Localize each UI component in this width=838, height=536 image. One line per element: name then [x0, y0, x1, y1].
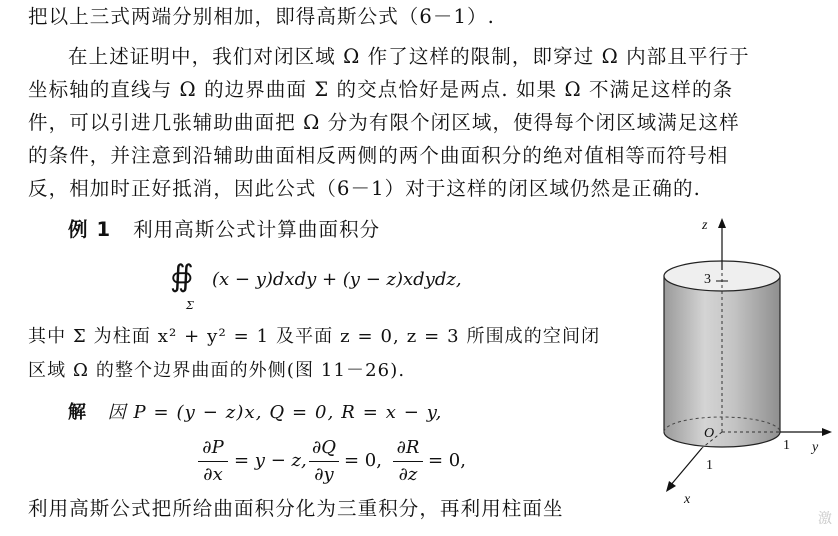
solution-line: [68, 398, 443, 428]
example-desc-2: 区域 Ω 的整个边界曲面的外侧(图 11－26).: [28, 360, 406, 381]
solution-text: 因 P = (y − z)x, Q = 0, R = x − y,: [107, 402, 443, 423]
x-tick-label: 1: [706, 458, 713, 473]
integral-subscript: Σ: [186, 299, 194, 312]
fraction-3-rhs: = 0,: [428, 450, 466, 471]
fraction-3-numerator: ∂R: [396, 437, 420, 458]
x-axis-label: x: [684, 492, 691, 507]
z-axis-label: z: [702, 218, 708, 233]
fraction-1-bar: [198, 461, 228, 462]
fraction-2-numerator: ∂Q: [311, 437, 337, 458]
cylinder-diagram: [640, 210, 838, 532]
watermark: 激: [818, 511, 832, 527]
x-axis: [670, 448, 702, 486]
origin-label: O: [704, 426, 715, 441]
text-line-5: 的条件，并注意到沿辅助曲面相反两侧的两个曲面积分的绝对值相等而符号相: [28, 144, 729, 167]
fraction-3-bar: [393, 461, 423, 462]
fraction-2-denominator: ∂y: [314, 464, 334, 485]
x-axis-arrow: [666, 481, 676, 492]
z-axis-arrow: [718, 218, 726, 228]
example-heading: [68, 215, 380, 245]
integrand: (x − y)dxdy + (y − z)xdydz,: [212, 269, 462, 290]
z-tick-label: 3: [704, 272, 711, 287]
cylinder-figure: [640, 210, 838, 532]
y-tick-label: 1: [783, 438, 790, 453]
text-line-1: 把以上三式两端分别相加，即得高斯公式（6－1）.: [28, 5, 495, 28]
fraction-3-denominator: ∂z: [398, 464, 418, 485]
fraction-1-numerator: ∂P: [202, 437, 224, 458]
y-axis-arrow: [822, 428, 832, 436]
integral-sign: ∯: [170, 259, 194, 294]
solution-label: 解: [68, 402, 88, 423]
text-line-4: 件，可以引进几张辅助曲面把 Ω 分为有限个闭区域，使得每个闭区域满足这样: [28, 111, 740, 134]
fraction-2-bar: [309, 461, 339, 462]
fraction-1-rhs: = y − z,: [234, 450, 307, 471]
fraction-2-rhs: = 0,: [344, 450, 382, 471]
example-desc-1: 其中 Σ 为柱面 x² + y² = 1 及平面 z = 0, z = 3 所围成的空间闭: [28, 326, 601, 347]
text-line-last: 利用高斯公式把所给曲面积分化为三重积分，再利用柱面坐: [28, 497, 564, 520]
example-title: 利用高斯公式计算曲面积分: [133, 218, 381, 241]
text-line-2: 在上述证明中，我们对闭区域 Ω 作了这样的限制，即穿过 Ω 内部且平行于: [68, 45, 750, 68]
text-line-6: 反，相加时正好抵消，因此公式（6－1）对于这样的闭区域仍然是正确的.: [28, 177, 701, 200]
fraction-1-denominator: ∂x: [203, 464, 223, 485]
text-line-3: 坐标轴的直线与 Ω 的边界曲面 Σ 的交点恰好是两点. 如果 Ω 不满足这样的条: [28, 78, 734, 101]
example-label: 例 1: [68, 218, 112, 241]
y-axis-label: y: [812, 440, 819, 455]
